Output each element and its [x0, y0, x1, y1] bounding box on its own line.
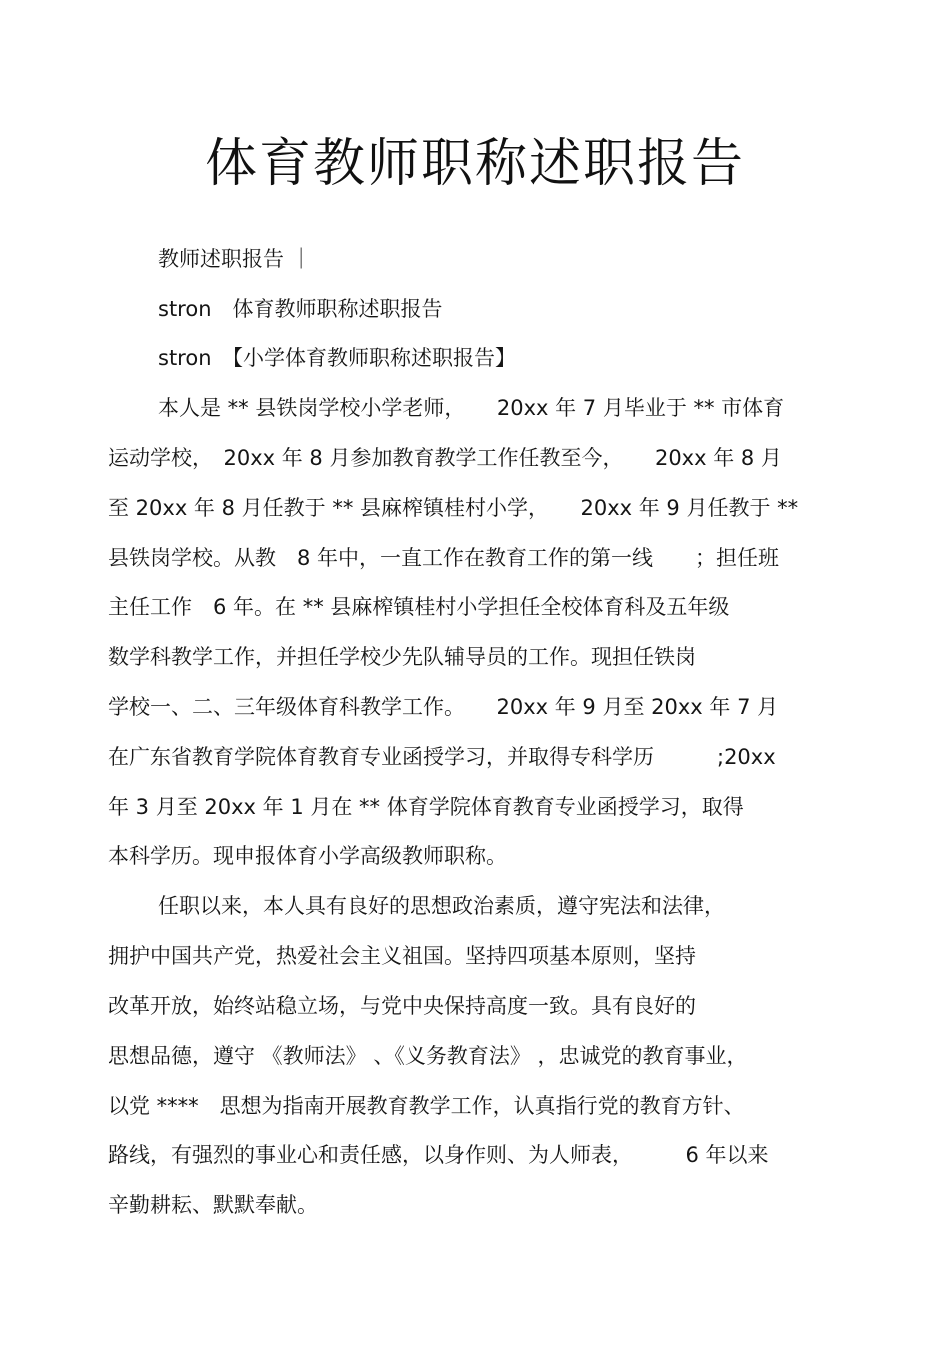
text-line: stron 【小学体育教师职称述职报告】	[158, 346, 517, 370]
text-line: 主任工作 6 年。在 ** 县麻榨镇桂村小学担任全校体育科及五年级	[108, 595, 730, 619]
text-line: 本科学历。现申报体育小学高级教师职称。	[108, 844, 507, 868]
text-line: 本人是 ** 县铁岗学校小学老师， 20xx 年 7 月毕业于 ** 市体育	[158, 396, 785, 420]
text-line: 数学科教学工作，并担任学校少先队辅导员的工作。现担任铁岗	[108, 645, 696, 669]
text-line: 学校一、二、三年级体育科教学工作。 20xx 年 9 月至 20xx 年 7 月	[108, 695, 779, 719]
text-line: stron 体育教师职称述职报告	[158, 297, 443, 321]
text-line: 年 3 月至 20xx 年 1 月在 ** 体育学院体育教育专业函授学习，取得	[108, 795, 744, 819]
text-line: 在广东省教育学院体育教育专业函授学习，并取得专科学历 ;20xx	[108, 745, 776, 769]
text-line: 思想品德，遵守 《教师法》 、《义务教育法》 ，忠诚党的教育事业，	[108, 1044, 748, 1068]
document-title: 体育教师职称述职报告	[204, 134, 745, 194]
text-line: 运动学校， 20xx 年 8 月参加教育教学工作任教至今， 20xx 年 8 月	[108, 446, 782, 470]
text-line: 拥护中国共产党，热爱社会主义祖国。坚持四项基本原则，坚持	[108, 944, 696, 968]
text-line: 教师述职报告 ｜	[158, 247, 312, 271]
text-line: 以党 **** 思想为指南开展教育教学工作，认真指行党的教育方针、	[108, 1094, 745, 1118]
text-line: 至 20xx 年 8 月任教于 ** 县麻榨镇桂村小学， 20xx 年 9 月任教于 **	[108, 496, 799, 520]
text-line: 任职以来，本人具有良好的思想政治素质，遵守宪法和法律，	[158, 894, 725, 918]
text-line: 路线，有强烈的事业心和责任感，以身作则、为人师表， 6 年以来	[108, 1143, 769, 1167]
text-line: 辛勤耕耘、默默奉献。	[108, 1193, 318, 1217]
text-line: 改革开放，始终站稳立场，与党中央保持高度一致。具有良好的	[108, 994, 696, 1018]
text-line: 县铁岗学校。从教 8 年中，一直工作在教育工作的第一线 ；担任班	[108, 546, 780, 570]
